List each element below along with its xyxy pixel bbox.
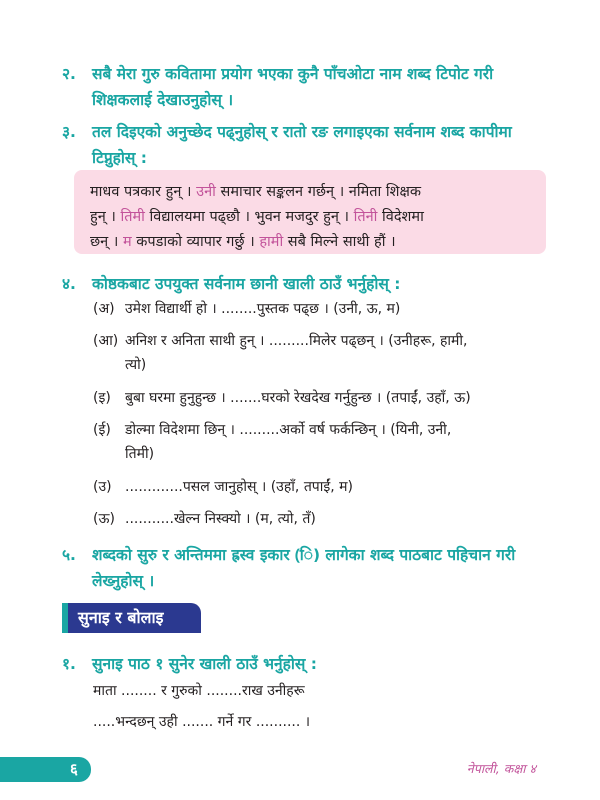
exercise-item — [93, 420, 451, 439]
pronoun-highlight: हामी — [259, 234, 284, 250]
exercise-item — [93, 509, 316, 528]
item-label: (ऊ) — [93, 511, 115, 527]
question-2-line-1: सबै मेरा गुरु कवितामा प्रयोग भएका कुनै पाँचओटा नाम शब्द टिपोट गरी — [92, 65, 494, 83]
question-5-line-1: शब्दको सुरु र अन्तिममा ह्रस्व इकार (ि) लागेका शब्द पाठबाट पहिचान गरी — [92, 546, 516, 564]
question-2-line-2: शिक्षकलाई देखाउनुहोस् । — [92, 91, 234, 109]
question-3-number: ३. — [62, 123, 76, 141]
question-5-number: ५. — [62, 546, 76, 564]
passage-line-3 — [90, 231, 396, 251]
item-text: बुबा घरमा हुनुहुन्छ । .......घरको रेखदेख गर्नुहुन्छ । (तपाईं, उहाँ, ऊ) — [125, 390, 471, 406]
item-continuation: तिमी) — [125, 446, 155, 462]
fill-blank-line-1: माता ........ र गुरुको ........राख उनीहरू — [93, 683, 305, 699]
item-text: उमेश विद्यार्थी हो । ........पुस्तक पढ्छ । (उनी, ऊ, म) — [125, 301, 401, 317]
pronoun-highlight: म — [122, 234, 132, 250]
question-2-number: २. — [62, 65, 76, 83]
question-4-line-1: कोष्ठकबाट उपयुक्त सर्वनाम छानी खाली ठाउँ भर्नुहोस् : — [92, 275, 401, 293]
item-label: (आ) — [93, 333, 119, 349]
passage-line-2 — [90, 206, 424, 226]
passage-text: कपडाको व्यापार गर्छु । — [131, 234, 260, 250]
passage-text: विदेशमा — [377, 209, 424, 225]
passage-text: छन् । — [90, 234, 123, 250]
item-text: अनिश र अनिता साथी हुन् । .........मिलेर पढ्छन् । (उनीहरू, हामी, — [125, 333, 468, 349]
item-label: (उ) — [93, 479, 112, 495]
question-5-line-2: लेख्नुहोस् । — [92, 572, 155, 590]
passage-text: सबै मिल्ने साथी हौं । — [283, 234, 396, 250]
item-text: ...........खेल्न निस्क्यो । (म, त्यो, तँ) — [125, 511, 316, 527]
footer-book-title: नेपाली, कक्षा ४ — [466, 761, 536, 776]
exercise-item — [93, 477, 353, 496]
item-text: डोल्मा विदेशमा छिन् । .........अर्को वर्ष फर्कन्छिन् । (यिनी, उनी, — [125, 422, 452, 438]
passage-text: माधव पत्रकार हुन् । — [90, 184, 197, 200]
listening-question-line: सुनाइ पाठ १ सुनेर खाली ठाउँ भर्नुहोस् : — [92, 655, 317, 673]
section-header — [62, 603, 201, 633]
item-label: (ई) — [93, 422, 111, 438]
page-number: ६ — [70, 760, 78, 778]
footer-page-tab — [0, 757, 91, 782]
item-label: (अ) — [93, 301, 115, 317]
passage-text: समाचार सङ्कलन गर्छन् । नमिता शिक्षक — [215, 184, 422, 200]
pronoun-highlight: तिमी — [120, 209, 145, 225]
question-3-line-2: टिप्नुहोस् : — [92, 149, 147, 167]
pronoun-highlight: उनी — [196, 184, 216, 200]
passage-text: विद्यालयमा पढ्छौ । भुवन मजदुर हुन् । — [144, 209, 354, 225]
question-4-number: ४. — [62, 275, 76, 293]
exercise-item — [93, 388, 471, 407]
section-title: सुनाइ र बोलाइ — [78, 608, 164, 627]
exercise-item — [93, 299, 400, 318]
pronoun-highlight: तिनी — [353, 209, 378, 225]
fill-blank-line-2: .....भन्दछन् उही ....... गर्ने गर .......... । — [93, 714, 311, 730]
listening-question-number: १. — [62, 655, 76, 673]
item-label: (इ) — [93, 390, 111, 406]
passage-line-1 — [90, 181, 421, 201]
item-continuation: त्यो) — [125, 357, 147, 373]
question-3-line-1: तल दिइएको अनुच्छेद पढ्नुहोस् र रातो रङ लगाइएका सर्वनाम शब्द कापीमा — [92, 123, 512, 141]
exercise-item — [93, 331, 468, 350]
item-text: .............पसल जानुहोस् । (उहाँ, तपाईं, म) — [125, 479, 353, 495]
passage-text: हुन् । — [90, 209, 121, 225]
